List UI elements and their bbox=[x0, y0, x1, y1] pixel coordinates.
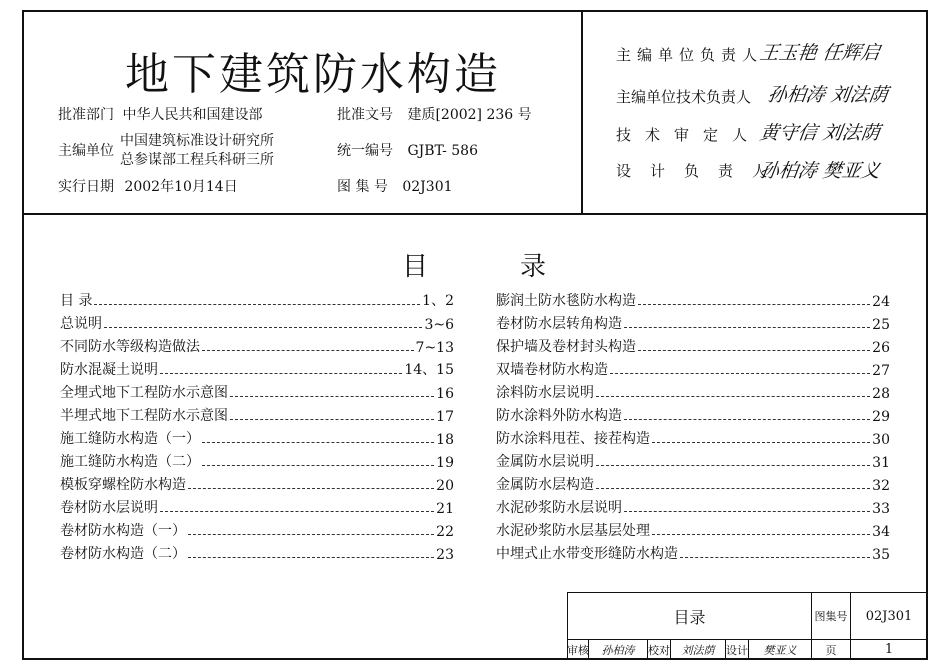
toc-entry-pages: 33 bbox=[872, 501, 890, 517]
responsible-signature: 黄守信 刘法荫 bbox=[758, 122, 882, 144]
toc-entry-title: 双墙卷材防水构造 bbox=[496, 362, 608, 378]
leader-dots bbox=[202, 442, 434, 443]
toc-entry-title: 半埋式地下工程防水示意图 bbox=[60, 408, 228, 424]
title-block bbox=[567, 592, 928, 660]
leader-dots bbox=[188, 534, 434, 535]
leader-dots bbox=[624, 419, 870, 420]
leader-dots bbox=[230, 419, 434, 420]
toc-entry-title: 防水混凝土说明 bbox=[60, 362, 158, 378]
toc-entry-pages: 19 bbox=[436, 455, 454, 471]
toc-entry bbox=[496, 428, 890, 448]
leader-dots bbox=[652, 534, 870, 535]
toc-entry bbox=[496, 313, 890, 333]
check-label: 校对 bbox=[647, 639, 671, 660]
toc-entry-pages: 3~6 bbox=[424, 317, 454, 333]
toc-entry-title: 卷材防水构造（一） bbox=[60, 523, 186, 539]
responsible-role: 主编单位技术负责人 bbox=[616, 88, 752, 106]
editor-unit-label: 主编单位 bbox=[58, 143, 114, 159]
design-label: 设计 bbox=[725, 639, 749, 660]
toc-entry-pages: 31 bbox=[872, 455, 890, 471]
toc-entry bbox=[60, 543, 454, 563]
design-signature: 樊亚义 bbox=[748, 639, 812, 660]
toc-entry-pages: 16 bbox=[436, 386, 454, 402]
approval-doc bbox=[337, 104, 532, 124]
leader-dots bbox=[160, 511, 434, 512]
leader-dots bbox=[202, 350, 414, 351]
effective-date-label: 实行日期 bbox=[58, 179, 114, 195]
toc-entry-pages: 24 bbox=[872, 294, 890, 310]
review-signature: 孙柏涛 bbox=[588, 639, 648, 660]
toc-entry-title: 卷材防水构造（二） bbox=[60, 546, 186, 562]
leader-dots bbox=[680, 557, 870, 558]
leader-dots bbox=[188, 557, 434, 558]
toc-entry bbox=[60, 382, 454, 402]
toc-entry-pages: 32 bbox=[872, 478, 890, 494]
leader-dots bbox=[638, 304, 870, 305]
atlas-no-value: 02J301 bbox=[402, 179, 453, 195]
unified-no-value: GJBT- 586 bbox=[407, 143, 478, 159]
leader-dots bbox=[638, 350, 870, 351]
approval-dept bbox=[58, 104, 262, 124]
toc-entry-title: 防水涂料甩茬、接茬构造 bbox=[496, 431, 650, 447]
leader-dots bbox=[160, 373, 402, 374]
sheet-title: 目录 bbox=[567, 592, 812, 640]
toc-entry-pages: 27 bbox=[872, 363, 890, 379]
toc-entry-title: 不同防水等级构造做法 bbox=[60, 339, 200, 355]
header-divider bbox=[22, 213, 928, 215]
toc-entry bbox=[496, 382, 890, 402]
atlas-no-label: 图 集 号 bbox=[337, 179, 388, 195]
atlas-no-label: 图集号 bbox=[811, 592, 851, 640]
toc-entry-title: 施工缝防水构造（二） bbox=[60, 454, 200, 470]
effective-date-value: 2002年10月14日 bbox=[124, 179, 238, 195]
toc-entry-title: 金属防水层构造 bbox=[496, 477, 594, 493]
toc-entry-pages: 22 bbox=[436, 524, 454, 540]
toc-entry-pages: 23 bbox=[436, 547, 454, 563]
toc-entry bbox=[496, 451, 890, 471]
toc-entry-title: 中埋式止水带变形缝防水构造 bbox=[496, 546, 678, 562]
toc-entry-title: 卷材防水层转角构造 bbox=[496, 316, 622, 332]
toc-entry bbox=[60, 336, 454, 356]
editor-unit-2: 总参谋部工程兵科研三所 bbox=[120, 152, 274, 168]
toc-entry-pages: 20 bbox=[436, 478, 454, 494]
leader-dots bbox=[188, 488, 434, 489]
toc-entry-title: 保护墙及卷材封头构造 bbox=[496, 339, 636, 355]
toc-entry-pages: 25 bbox=[872, 317, 890, 333]
responsible-role: 主编单位负责人 bbox=[616, 46, 764, 64]
page-number: 1 bbox=[850, 639, 928, 660]
effective-date bbox=[58, 176, 238, 196]
toc-entry bbox=[60, 520, 454, 540]
leader-dots bbox=[104, 327, 422, 328]
responsible-signature: 孙柏涛 樊亚义 bbox=[758, 160, 882, 182]
toc-entry bbox=[496, 359, 890, 379]
toc-entry bbox=[496, 520, 890, 540]
page-title: 地下建筑防水构造 bbox=[125, 49, 501, 100]
toc-entry-pages: 30 bbox=[872, 432, 890, 448]
toc-entry-title: 膨润土防水毯防水构造 bbox=[496, 293, 636, 309]
toc-entry bbox=[496, 405, 890, 425]
toc-entry bbox=[496, 543, 890, 563]
toc-entry-pages: 21 bbox=[436, 501, 454, 517]
leader-dots bbox=[624, 327, 870, 328]
review-label: 审核 bbox=[567, 639, 589, 660]
toc-entry-pages: 14、15 bbox=[404, 362, 454, 378]
unified-no-label: 统一编号 bbox=[337, 143, 393, 159]
toc-entry-pages: 28 bbox=[872, 386, 890, 402]
toc-entry-pages: 1、2 bbox=[422, 293, 454, 309]
approval-dept-value: 中华人民共和国建设部 bbox=[122, 107, 263, 123]
responsible-signature: 孙柏涛 刘法荫 bbox=[766, 84, 890, 106]
toc-entry bbox=[60, 290, 454, 310]
toc-entry bbox=[60, 474, 454, 494]
toc-entry-pages: 34 bbox=[872, 524, 890, 540]
approval-dept-label: 批准部门 bbox=[58, 107, 114, 123]
toc-entry-title: 目 录 bbox=[60, 293, 93, 309]
toc-entry-title: 模板穿螺栓防水构造 bbox=[60, 477, 186, 493]
toc-entry bbox=[496, 290, 890, 310]
approval-doc-value: 建质[2002] 236 号 bbox=[407, 107, 532, 123]
toc-title-a: 目 bbox=[402, 252, 429, 282]
toc-entry-title: 涂料防水层说明 bbox=[496, 385, 594, 401]
responsible-role: 设计负责人 bbox=[616, 162, 787, 180]
toc-entry-title: 全埋式地下工程防水示意图 bbox=[60, 385, 228, 401]
toc-entry-pages: 35 bbox=[872, 547, 890, 563]
editor-unit-1: 中国建筑标准设计研究所 bbox=[120, 133, 274, 149]
leader-dots bbox=[610, 373, 870, 374]
toc-entry-title: 总说明 bbox=[60, 316, 102, 332]
atlas-no-value: 02J301 bbox=[850, 592, 928, 640]
page-label: 页 bbox=[811, 639, 851, 660]
toc-entry-title: 水泥砂浆防水层基层处理 bbox=[496, 523, 650, 539]
toc-entry-pages: 29 bbox=[872, 409, 890, 425]
leader-dots bbox=[596, 465, 870, 466]
toc-entry-title: 卷材防水层说明 bbox=[60, 500, 158, 516]
toc-entry bbox=[60, 313, 454, 333]
leader-dots bbox=[202, 465, 434, 466]
toc-entry-pages: 7~13 bbox=[415, 340, 454, 356]
toc-entry bbox=[496, 336, 890, 356]
leader-dots bbox=[652, 442, 870, 443]
toc-entry bbox=[60, 497, 454, 517]
toc-entry bbox=[60, 428, 454, 448]
leader-dots bbox=[624, 511, 870, 512]
leader-dots bbox=[230, 396, 434, 397]
toc-title-b: 录 bbox=[520, 252, 547, 282]
toc-entry-title: 金属防水层说明 bbox=[496, 454, 594, 470]
toc-entry bbox=[496, 497, 890, 517]
toc-entry-title: 水泥砂浆防水层说明 bbox=[496, 500, 622, 516]
toc-entry-title: 施工缝防水构造（一） bbox=[60, 431, 200, 447]
toc-entry-pages: 17 bbox=[436, 409, 454, 425]
toc-entry bbox=[60, 405, 454, 425]
leader-dots bbox=[596, 488, 870, 489]
approval-doc-label: 批准文号 bbox=[337, 107, 393, 123]
header-vertical-divider bbox=[581, 10, 583, 214]
toc-entry-pages: 18 bbox=[436, 432, 454, 448]
toc-entry-title: 防水涂料外防水构造 bbox=[496, 408, 622, 424]
toc-entry-pages: 26 bbox=[872, 340, 890, 356]
check-signature: 刘法荫 bbox=[670, 639, 726, 660]
toc-entry bbox=[496, 474, 890, 494]
toc-entry bbox=[60, 451, 454, 471]
responsible-role: 技术审定人 bbox=[616, 126, 762, 144]
unified-no bbox=[337, 140, 478, 160]
toc-entry bbox=[60, 359, 454, 379]
leader-dots bbox=[94, 304, 420, 305]
responsible-signature: 王玉艳 任辉启 bbox=[758, 42, 882, 64]
leader-dots bbox=[596, 396, 870, 397]
atlas-no bbox=[337, 176, 453, 196]
